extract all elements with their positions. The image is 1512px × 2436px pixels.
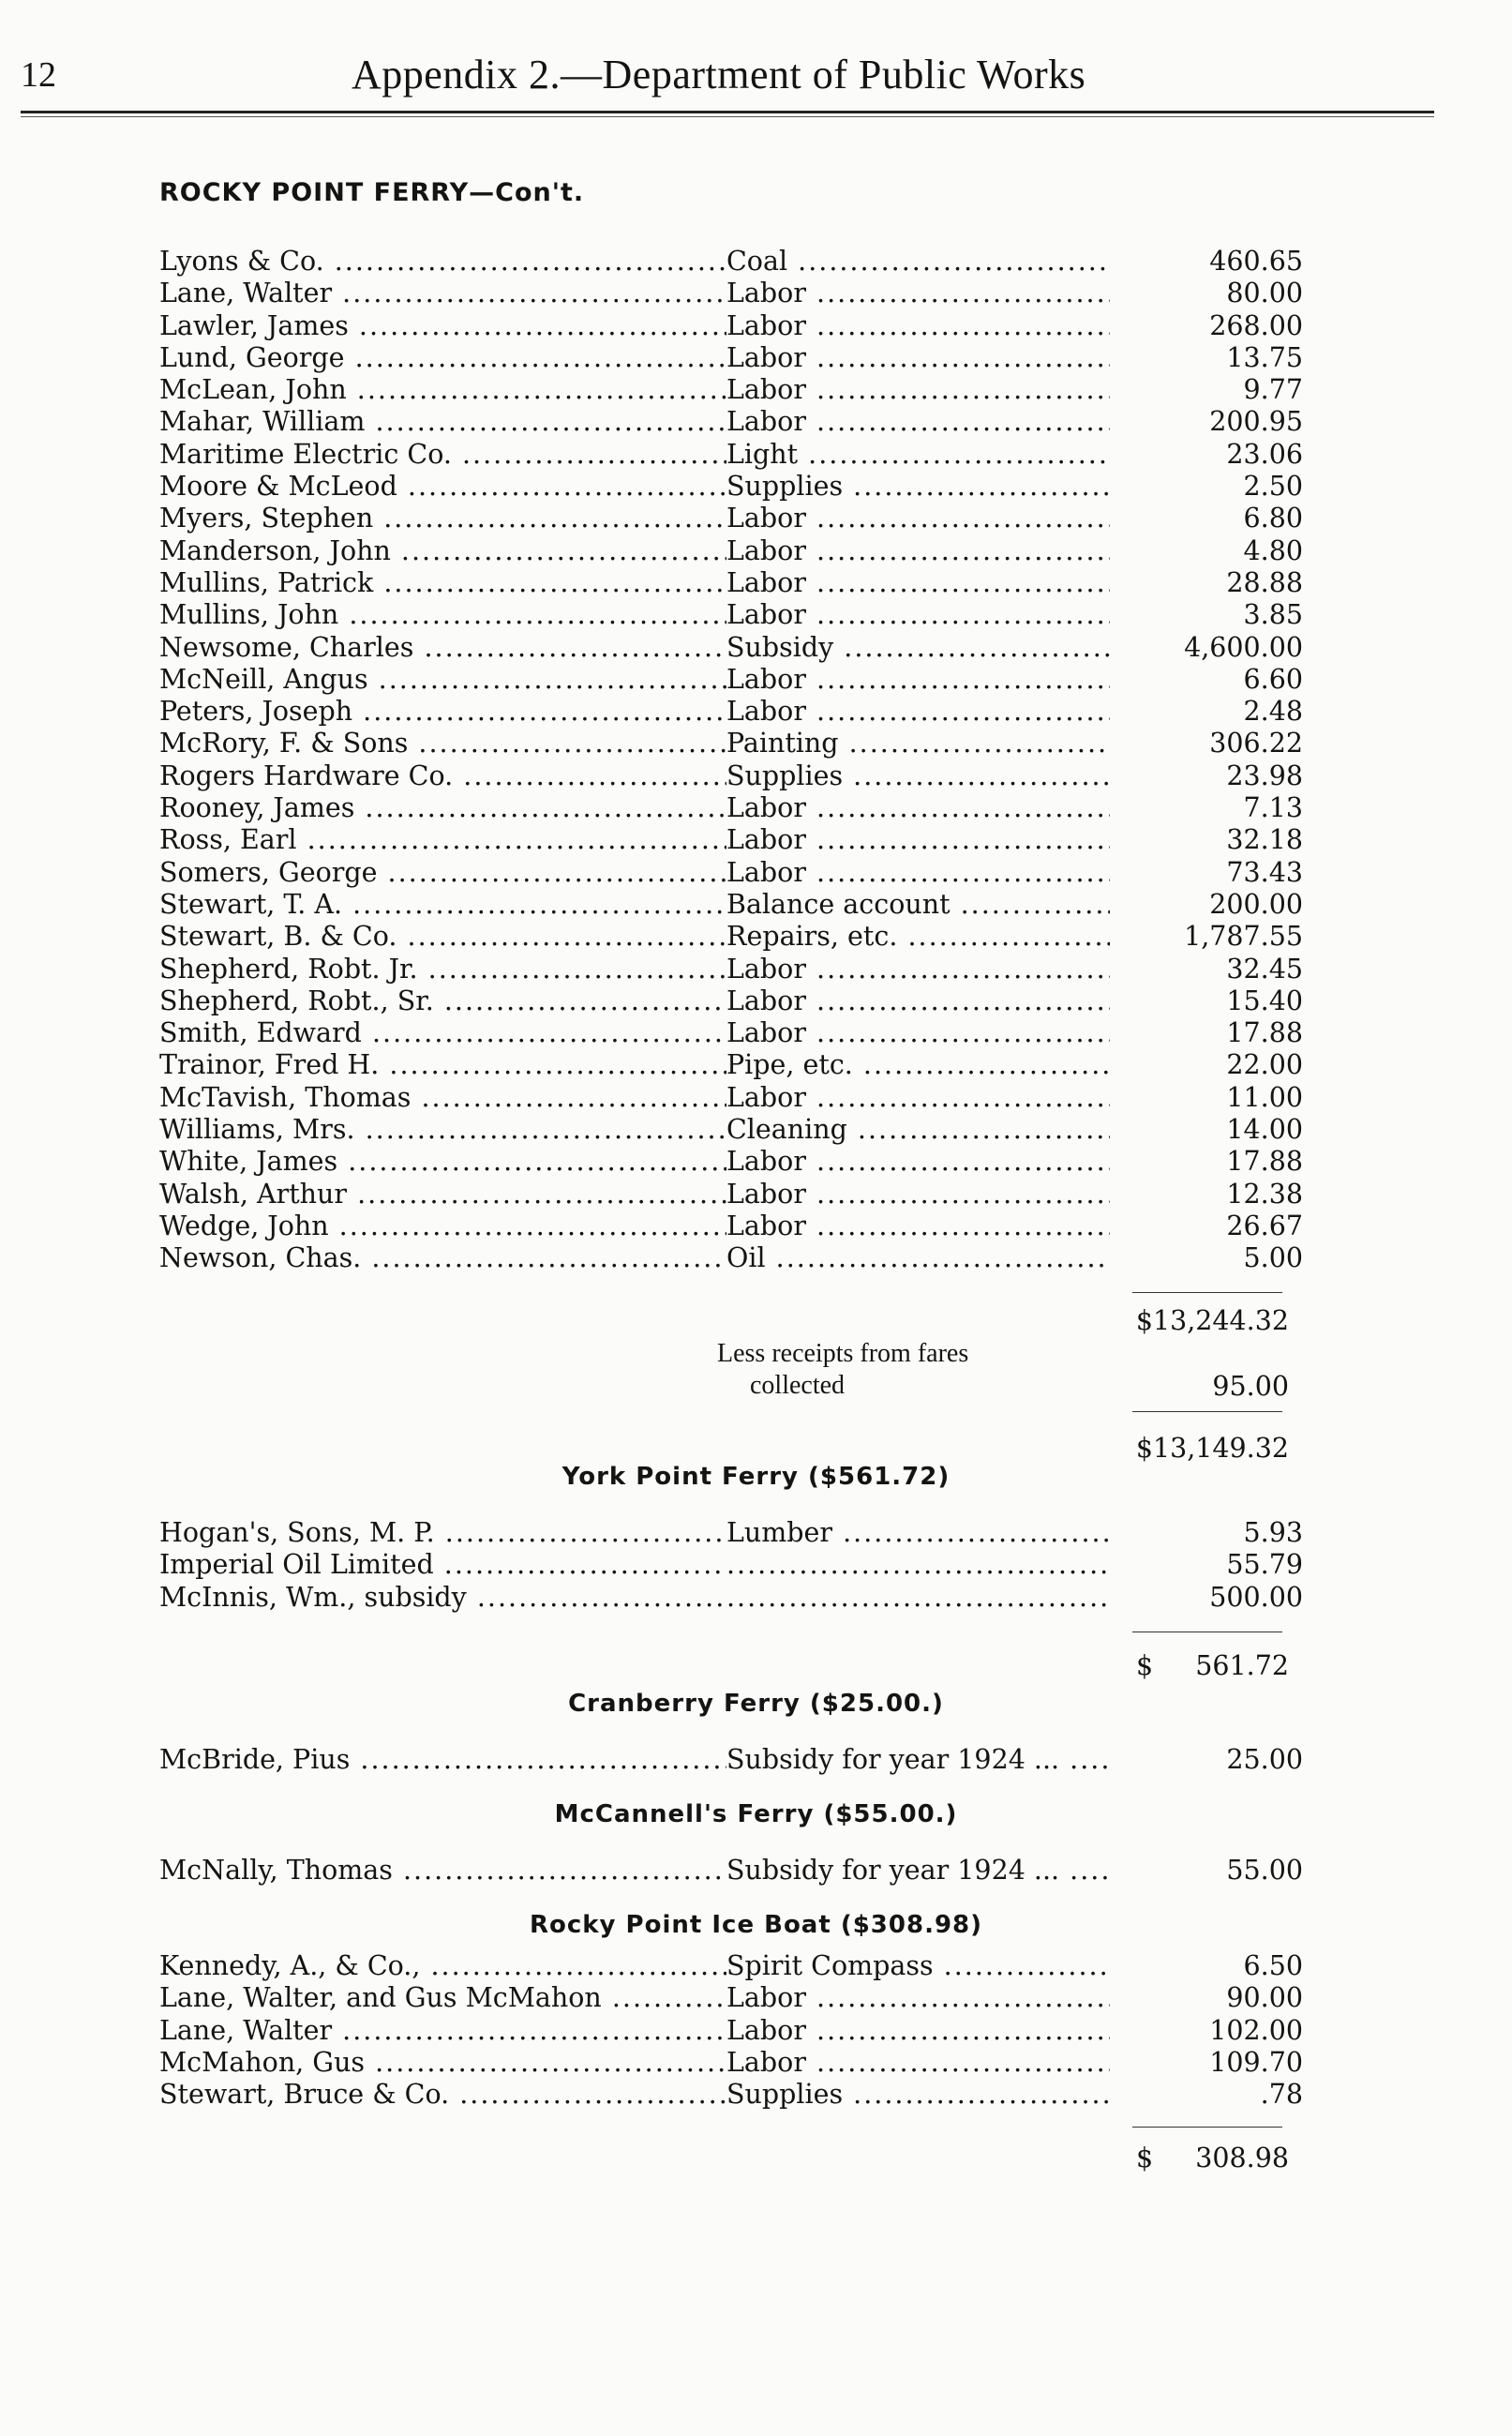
ledger-row [159, 471, 1303, 503]
less-receipts-label: Less receipts from fares [717, 1339, 969, 1368]
payment-amount: 2.48 [1110, 696, 1303, 728]
page-number: 12 [21, 55, 56, 95]
header-rule [21, 111, 1434, 113]
payment-item: Subsidy for year 1924 ... ..... [726, 1744, 1294, 1776]
payee-name: Stewart, T. A. ..... [159, 889, 726, 921]
payee-name: Newson, Chas. ..... [159, 1242, 726, 1274]
payee-name: Lund, George ..... [159, 342, 726, 374]
payment-amount: 4.80 [1110, 535, 1303, 567]
payment-item: Labor ..... [726, 696, 1294, 728]
payee-name: Rooney, James ..... [159, 792, 726, 824]
ledger-row [159, 599, 1303, 631]
ledger-row [159, 246, 1303, 278]
payee-name: Somers, George ..... [159, 857, 726, 889]
payment-item: Labor ..... [726, 278, 1294, 309]
payee-name: Williams, Mrs. ..... [159, 1114, 726, 1146]
ledger-row [159, 1146, 1303, 1178]
payee-name: McBride, Pius ..... [159, 1744, 726, 1776]
payment-amount: 17.88 [1110, 1146, 1303, 1178]
ice-boat-total-dollar: $ [1136, 2143, 1154, 2173]
payee-name: Stewart, Bruce & Co. ..... [159, 2079, 726, 2111]
payment-amount: 102.00 [1110, 2015, 1303, 2047]
payee-name: Imperial Oil Limited ..... [159, 1549, 726, 1581]
payment-item: Labor ..... [726, 1082, 1294, 1114]
payment-item: Labor ..... [726, 954, 1294, 985]
ledger-row [159, 1210, 1303, 1242]
payment-amount: 7.13 [1110, 792, 1303, 824]
header-rule-thin [21, 116, 1434, 117]
ledger-row [159, 1549, 1303, 1581]
payment-amount: 17.88 [1110, 1017, 1303, 1049]
payment-amount: 268.00 [1110, 310, 1303, 342]
payee-name: Lane, Walter ..... [159, 2015, 726, 2047]
payment-amount: 200.95 [1110, 406, 1303, 438]
section-heading-ice-boat: Rocky Point Ice Boat ($308.98) [529, 1911, 983, 1939]
payment-item: Labor ..... [726, 2047, 1294, 2079]
payee-name: Moore & McLeod ..... [159, 471, 726, 503]
ledger-row [159, 696, 1303, 728]
payment-amount: 6.80 [1110, 503, 1303, 534]
payment-item: Labor ..... [726, 535, 1294, 567]
payment-amount: 32.45 [1110, 954, 1303, 985]
payment-amount: 23.98 [1110, 760, 1303, 792]
ledger-row [159, 1855, 1303, 1887]
payment-item: Coal ..... [726, 246, 1294, 278]
section-heading-york-point: York Point Ferry ($561.72) [561, 1463, 951, 1491]
page-title: Appendix 2.—Department of Public Works [352, 52, 1086, 98]
section-heading-rocky-point: ROCKY POINT FERRY—Con't. [159, 178, 585, 207]
payment-item: Labor ..... [726, 374, 1294, 406]
payee-name: McMahon, Gus ..... [159, 2047, 726, 2079]
sum-rule [1132, 1292, 1282, 1293]
mccannell-ledger [159, 1855, 1303, 1887]
payee-name: McNally, Thomas ..... [159, 1855, 726, 1887]
ledger-row [159, 503, 1303, 534]
ledger-row [159, 374, 1303, 406]
payment-amount: 6.60 [1110, 664, 1303, 696]
payment-amount: 500.00 [1110, 1582, 1303, 1614]
payment-amount: 12.38 [1110, 1179, 1303, 1210]
sum-rule [1132, 2127, 1282, 2128]
ledger-row [159, 760, 1303, 792]
payment-amount: 26.67 [1110, 1210, 1303, 1242]
less-receipts-amount: 95.00 [1212, 1371, 1289, 1402]
payment-item: Labor ..... [726, 1982, 1294, 2014]
payment-amount: 11.00 [1110, 1082, 1303, 1114]
payee-name: Lawler, James ..... [159, 310, 726, 342]
ledger-row [159, 310, 1303, 342]
rocky-point-subtotal: $13,244.32 [1135, 1305, 1289, 1336]
ledger-row [159, 439, 1303, 471]
payment-amount: 15.40 [1110, 985, 1303, 1017]
payment-amount: 90.00 [1110, 1982, 1303, 2014]
payment-item: Pipe, etc. ..... [726, 1049, 1294, 1081]
ice-boat-ledger [159, 1950, 1303, 2111]
payment-amount: 2.50 [1110, 471, 1303, 503]
payment-amount: 22.00 [1110, 1049, 1303, 1081]
payment-amount: 306.22 [1110, 728, 1303, 759]
ledger-row [159, 1950, 1303, 1982]
payee-name: Maritime Electric Co. ..... [159, 439, 726, 471]
payee-name: McRory, F. & Sons ..... [159, 728, 726, 759]
payment-amount: 200.00 [1110, 889, 1303, 921]
ledger-row [159, 921, 1303, 953]
payment-item: Repairs, etc. ..... [726, 921, 1294, 953]
payment-amount: 23.06 [1110, 439, 1303, 471]
payment-item: Labor ..... [726, 1017, 1294, 1049]
payment-item: Balance account ..... [726, 889, 1294, 921]
payment-amount: 109.70 [1110, 2047, 1303, 2079]
payee-name: Wedge, John ..... [159, 1210, 726, 1242]
ledger-row [159, 2079, 1303, 2111]
ledger-row [159, 1517, 1303, 1549]
payment-amount: .78 [1110, 2079, 1303, 2111]
payee-name: Myers, Stephen ..... [159, 503, 726, 534]
payee-name: Lane, Walter, and Gus McMahon ..... [159, 1982, 726, 2014]
section-heading-mccannell: McCannell's Ferry ($55.00.) [554, 1800, 958, 1828]
ledger-row [159, 1017, 1303, 1049]
payment-item: Labor ..... [726, 2015, 1294, 2047]
payment-amount: 5.00 [1110, 1242, 1303, 1274]
payment-item: Subsidy ..... [726, 632, 1294, 664]
payment-amount: 55.00 [1110, 1855, 1303, 1887]
payment-item: Supplies ..... [726, 760, 1294, 792]
payment-item: Oil ..... [726, 1242, 1294, 1274]
rocky-point-total: $13,149.32 [1135, 1433, 1289, 1464]
payee-name: Stewart, B. & Co. ..... [159, 921, 726, 953]
payment-item: Supplies ..... [726, 2079, 1294, 2111]
rocky-point-ledger [159, 246, 1303, 1275]
payment-item: Labor ..... [726, 664, 1294, 696]
ledger-row [159, 824, 1303, 856]
payment-item: Labor ..... [726, 567, 1294, 599]
payee-name: Mullins, Patrick ..... [159, 567, 726, 599]
york-point-total-dollar: $ [1136, 1650, 1154, 1681]
payment-amount: 73.43 [1110, 857, 1303, 889]
payment-amount: 6.50 [1110, 1950, 1303, 1982]
payment-amount: 14.00 [1110, 1114, 1303, 1146]
ledger-row [159, 342, 1303, 374]
payee-name: Walsh, Arthur ..... [159, 1179, 726, 1210]
payee-name: Peters, Joseph ..... [159, 696, 726, 728]
payment-item: Labor ..... [726, 503, 1294, 534]
ledger-row [159, 728, 1303, 759]
payment-item: Spirit Compass ..... [726, 1950, 1294, 1982]
payment-item: Labor ..... [726, 792, 1294, 824]
payee-name: Lyons & Co. ..... [159, 246, 726, 278]
less-receipts-label-2: collected [750, 1371, 846, 1400]
payment-item: Cleaning ..... [726, 1114, 1294, 1146]
payment-item: Subsidy for year 1924 ... ..... [726, 1855, 1294, 1887]
payment-item: Labor ..... [726, 1146, 1294, 1178]
ledger-row [159, 567, 1303, 599]
section-heading-cranberry: Cranberry Ferry ($25.00.) [568, 1690, 944, 1718]
ledger-row [159, 1744, 1303, 1776]
payee-name: White, James ..... [159, 1146, 726, 1178]
ledger-row [159, 2015, 1303, 2047]
ledger-row [159, 792, 1303, 824]
payment-item: Light ..... [726, 439, 1294, 471]
payment-amount: 80.00 [1110, 278, 1303, 309]
sum-rule [1132, 1411, 1282, 1412]
payment-amount: 13.75 [1110, 342, 1303, 374]
payment-amount: 25.00 [1110, 1744, 1303, 1776]
ledger-row [159, 1242, 1303, 1274]
ledger-row [159, 535, 1303, 567]
ledger-row [159, 1082, 1303, 1114]
ledger-row [159, 278, 1303, 309]
payment-item: Labor ..... [726, 599, 1294, 631]
payee-name: Lane, Walter ..... [159, 278, 726, 309]
ledger-row [159, 857, 1303, 889]
payment-item: Labor ..... [726, 406, 1294, 438]
payment-amount: 32.18 [1110, 824, 1303, 856]
payee-name: Mahar, William ..... [159, 406, 726, 438]
payee-name: McTavish, Thomas ..... [159, 1082, 726, 1114]
payee-name: Mullins, John ..... [159, 599, 726, 631]
payment-item: Labor ..... [726, 857, 1294, 889]
payee-name: Manderson, John ..... [159, 535, 726, 567]
payment-amount: 9.77 [1110, 374, 1303, 406]
payment-amount: 28.88 [1110, 567, 1303, 599]
ledger-row [159, 632, 1303, 664]
payee-name: Shepherd, Robt., Sr. ..... [159, 985, 726, 1017]
payee-name: Kennedy, A., & Co., ..... [159, 1950, 726, 1982]
ledger-row [159, 1982, 1303, 2014]
ledger-row [159, 2047, 1303, 2079]
payment-amount: 1,787.55 [1110, 921, 1303, 953]
page-header [0, 45, 1512, 111]
ledger-row [159, 985, 1303, 1017]
ledger-row [159, 664, 1303, 696]
york-point-ledger [159, 1517, 1303, 1614]
payment-amount: 4,600.00 [1110, 632, 1303, 664]
payee-name: Ross, Earl ..... [159, 824, 726, 856]
payee-name: Hogan's, Sons, M. P. ..... [159, 1517, 726, 1549]
payment-amount: 460.65 [1110, 246, 1303, 278]
payee-name: Rogers Hardware Co. ..... [159, 760, 726, 792]
payment-item: Labor ..... [726, 342, 1294, 374]
payment-amount: 5.93 [1110, 1517, 1303, 1549]
payment-item: Labor ..... [726, 1210, 1294, 1242]
ice-boat-total: 308.98 [1195, 2143, 1289, 2173]
payment-item: Labor ..... [726, 824, 1294, 856]
cranberry-ledger [159, 1744, 1303, 1776]
payment-amount: 55.79 [1110, 1549, 1303, 1581]
payment-item: Labor ..... [726, 1179, 1294, 1210]
ledger-row [159, 1049, 1303, 1081]
ledger-row [159, 954, 1303, 985]
payee-name: McNeill, Angus ..... [159, 664, 726, 696]
payee-name: Newsome, Charles ..... [159, 632, 726, 664]
york-point-total: 561.72 [1195, 1650, 1289, 1681]
payment-item: Lumber ..... [726, 1517, 1294, 1549]
payee-name: McLean, John ..... [159, 374, 726, 406]
payee-name: Shepherd, Robt. Jr. ..... [159, 954, 726, 985]
payment-amount: 3.85 [1110, 599, 1303, 631]
ledger-row [159, 406, 1303, 438]
payee-name: Smith, Edward ..... [159, 1017, 726, 1049]
payment-item: Labor ..... [726, 310, 1294, 342]
payment-item: Painting ..... [726, 728, 1294, 759]
ledger-row [159, 1179, 1303, 1210]
ledger-row [159, 889, 1303, 921]
ledger-row [159, 1582, 1303, 1614]
payment-item: Supplies ..... [726, 471, 1294, 503]
ledger-row [159, 1114, 1303, 1146]
payment-item: Labor ..... [726, 985, 1294, 1017]
payee-name: Trainor, Fred H. ..... [159, 1049, 726, 1081]
payee-name: McInnis, Wm., subsidy ..... [159, 1582, 726, 1614]
